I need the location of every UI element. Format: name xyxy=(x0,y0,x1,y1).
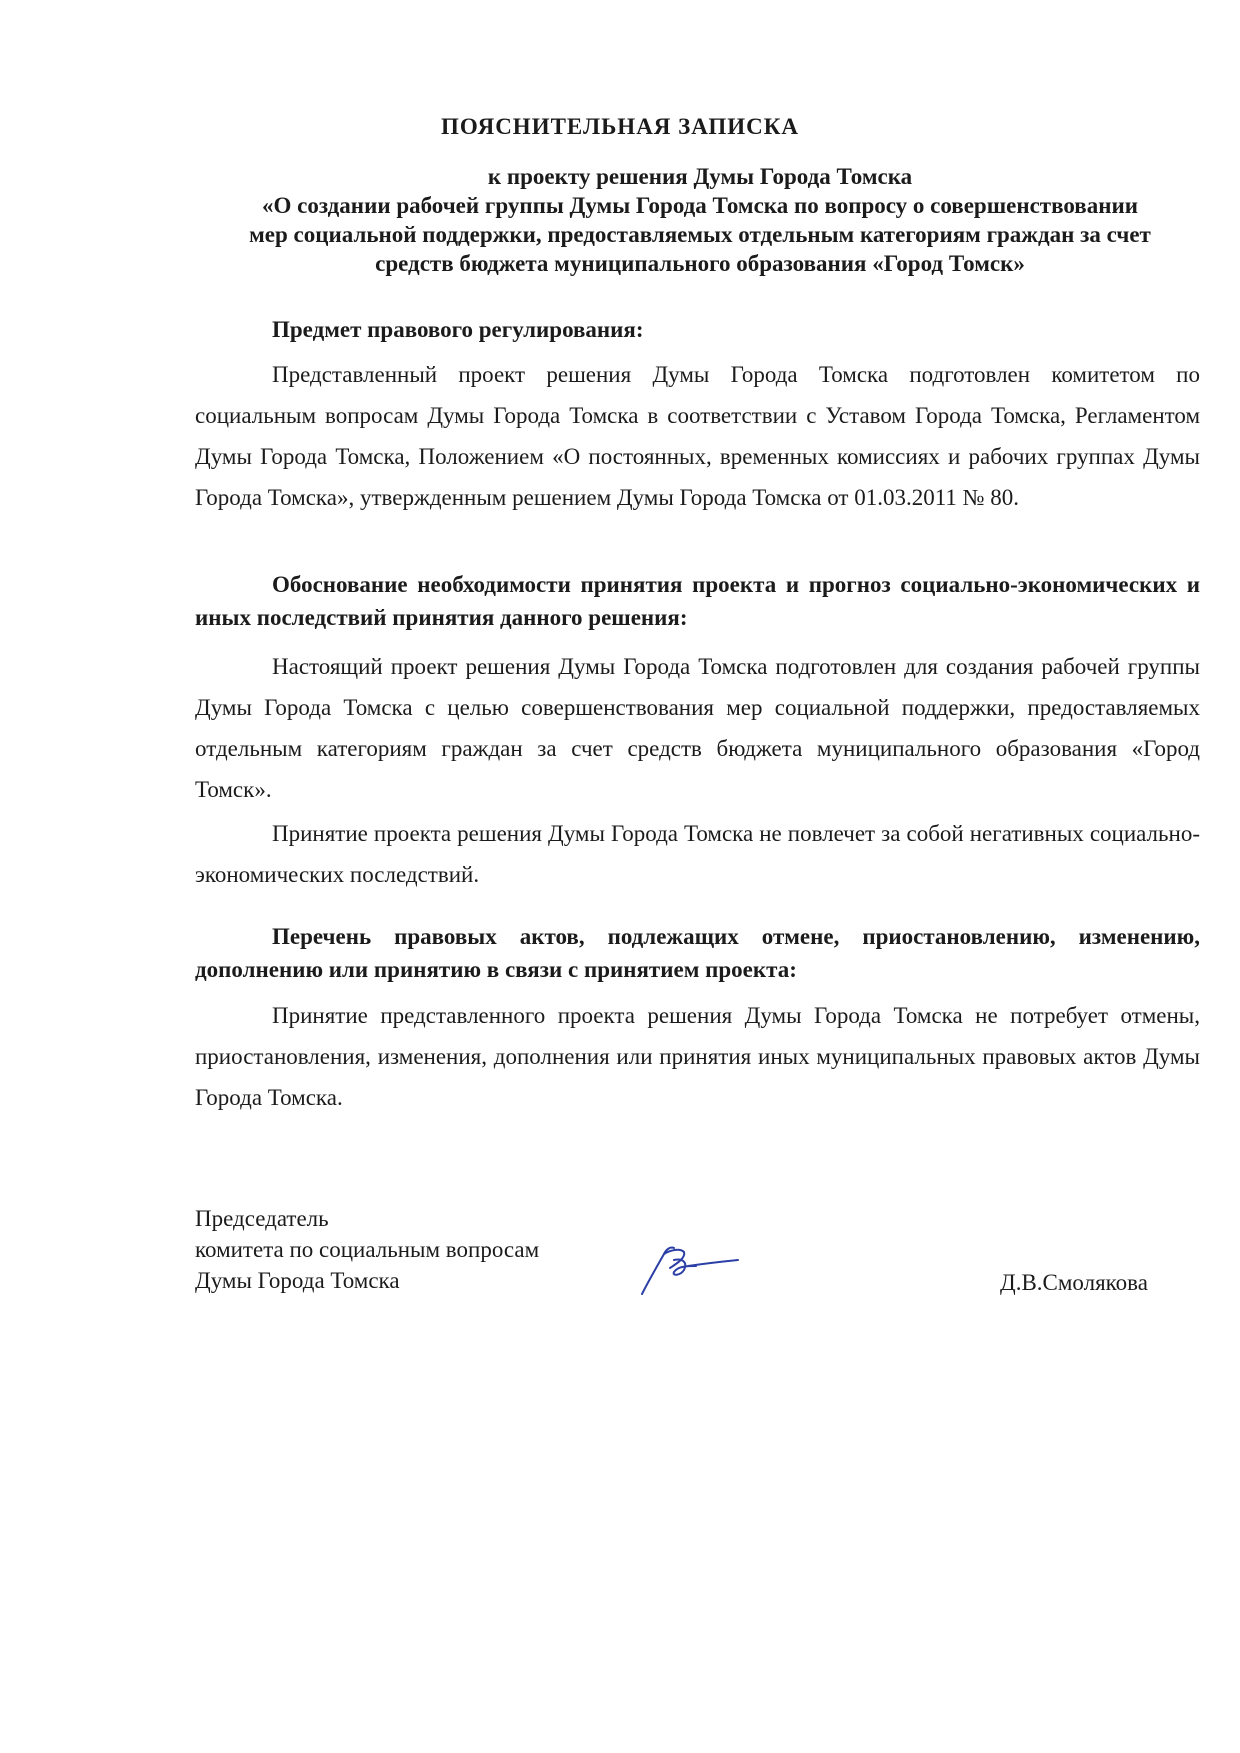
signatory-position-line: Думы Города Томска xyxy=(195,1268,400,1293)
subtitle-line: мер социальной поддержки, предоставляемых отдельным категориям граждан за счет xyxy=(249,222,1151,247)
section-heading-subject: Предмет правового регулирования: xyxy=(272,317,644,342)
signatory-position-line: комитета по социальным вопросам xyxy=(195,1237,540,1262)
document-title: ПОЯСНИТЕЛЬНАЯ ЗАПИСКА xyxy=(440,114,800,139)
signatory-position-line: Председатель xyxy=(195,1206,329,1231)
section-paragraph: Принятие представленного проекта решения Думы Города Томска не потребует отмены, приостановления, изменения, дополнения или принятия иных муниципальных правовых актов Думы Города Томска. xyxy=(195,1003,1200,1110)
section-paragraph: Настоящий проект решения Думы Города Томска подготовлен для создания рабочей группы Думы Города Томска с целью совершенствования мер социальной поддержки, предоставляемых отдельным категориям граждан за счет средств бюджета муниципального образования «Город Томск». xyxy=(195,654,1200,802)
section-heading-legal-acts: Перечень правовых актов, подлежащих отмене, приостановлению, изменению, дополнению или принятию в связи с принятием проекта: xyxy=(195,924,1200,982)
section-heading-justification: Обоснование необходимости принятия проекта и прогноз социально-экономических и иных последствий принятия данного решения: xyxy=(195,572,1200,630)
signatory-name: Д.В.Смолякова xyxy=(1000,1270,1148,1295)
subtitle-line: «О создании рабочей группы Думы Города Томска по вопросу о совершенствовании xyxy=(262,193,1138,218)
document-subtitle xyxy=(180,162,1220,278)
handwritten-signature xyxy=(640,1236,750,1298)
signatory-position xyxy=(195,1203,539,1296)
subtitle-line: к проекту решения Думы Города Томска xyxy=(487,164,913,189)
subtitle-line: средств бюджета муниципального образования «Город Томск» xyxy=(375,251,1025,276)
section-paragraph: Представленный проект решения Думы Города Томска подготовлен комитетом по социальным вопросам Думы Города Томска в соответствии с Уставом Города Томска, Регламентом Думы Города Томска, Положением «О постоянных, временных комиссиях и рабочих группах Думы Города Томска», утвержденным решением Думы Города Томска от 01.03.2011 № 80. xyxy=(195,362,1200,510)
section-paragraph: Принятие проекта решения Думы Города Томска не повлечет за собой негативных социально-экономических последствий. xyxy=(195,821,1200,887)
